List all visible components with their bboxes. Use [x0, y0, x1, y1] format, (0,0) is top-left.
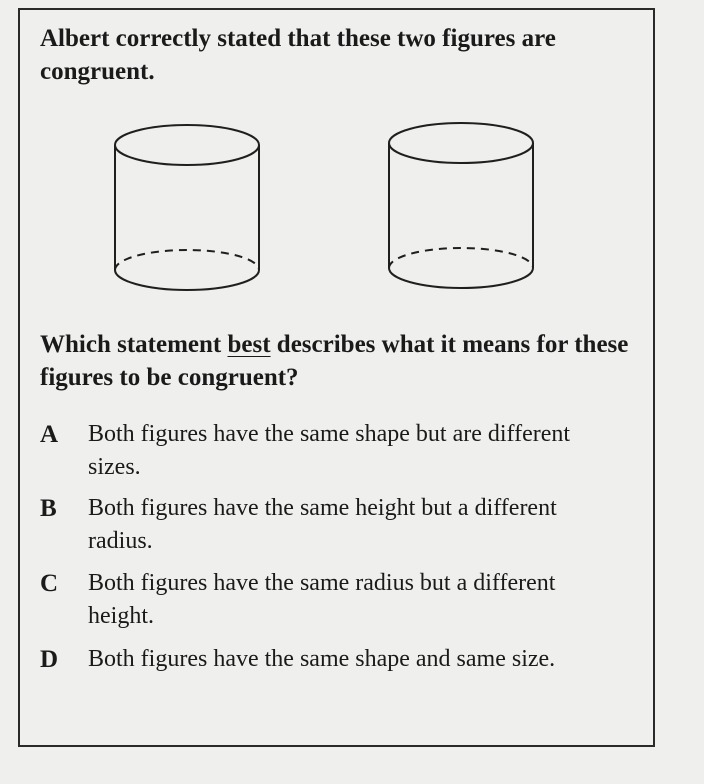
choice-c-text: Both figures have the same radius but a different height.: [88, 570, 556, 629]
choice-a-text: Both figures have the same shape but are different sizes.: [88, 421, 571, 480]
choice-b-letter: B: [40, 495, 57, 522]
choice-b-text: Both figures have the same height but a different radius.: [88, 495, 557, 554]
choice-c-letter: C: [40, 570, 59, 597]
question-intro: Albert correctly stated that these two figures are congruent.: [40, 25, 556, 85]
question-prompt: [40, 328, 650, 394]
prompt-after: describes what it means for these figures to be congruent?: [40, 331, 629, 391]
choice-d-text: Both figures have the same shape and same size.: [88, 646, 556, 672]
prompt-emphasis: best: [227, 331, 271, 358]
choice-a-letter: A: [40, 421, 59, 448]
choice-d-letter: D: [40, 646, 59, 673]
prompt-before: Which statement: [40, 331, 228, 358]
